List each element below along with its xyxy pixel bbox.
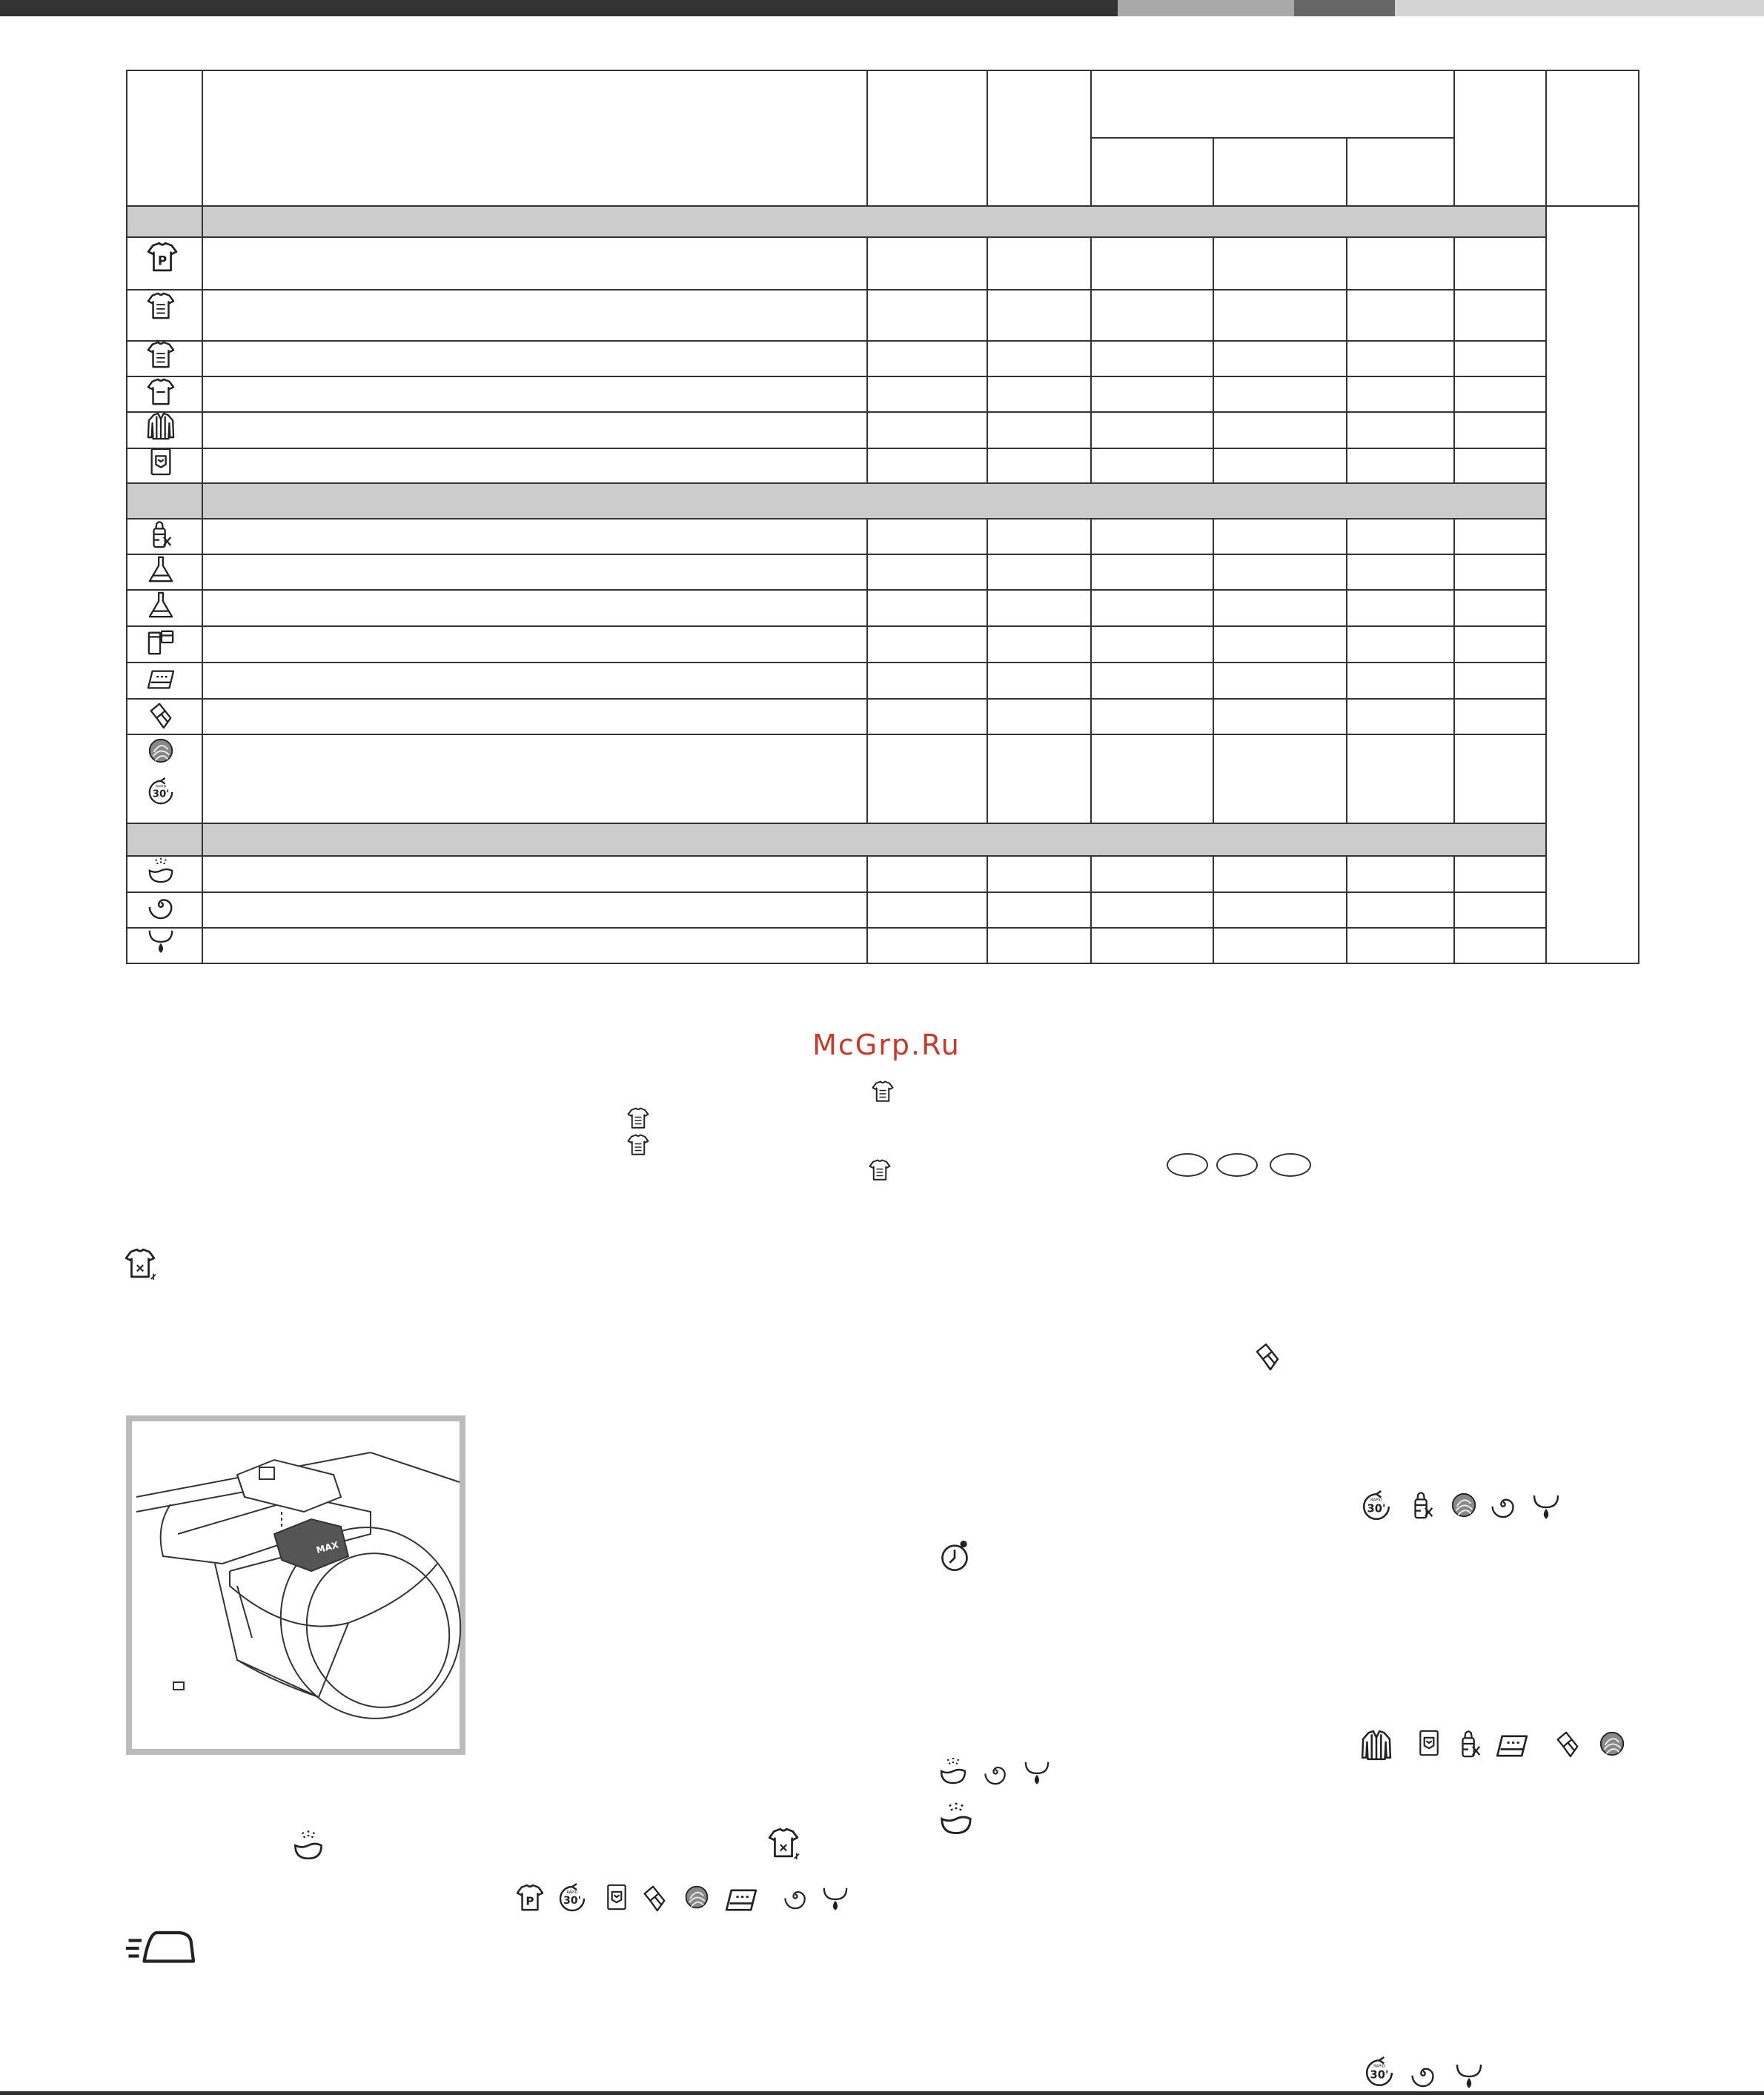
spin-icon [147, 891, 175, 919]
svg-text:P: P [157, 253, 168, 268]
jacket-icon [147, 412, 175, 440]
drain-icon [1531, 1491, 1561, 1521]
spin-icon [1410, 2060, 1436, 2087]
tshirt-lines-icon [627, 1134, 649, 1156]
tshirt-p-icon [516, 1884, 544, 1912]
indicator-oval [1270, 1153, 1311, 1177]
max-label: MAX [315, 1539, 340, 1556]
drain-icon [147, 926, 175, 954]
flask-icon [147, 556, 175, 584]
baby-bottle-icon [147, 520, 175, 548]
rapid-30-icon [1361, 1491, 1392, 1522]
rapid-30-icon [557, 1884, 587, 1913]
tshirt-lines-icon [869, 1159, 891, 1181]
wool-icon [1598, 1730, 1626, 1758]
tshirt-stain-icon [125, 1248, 156, 1279]
baby-bottle-icon [1408, 1491, 1436, 1519]
rinse-icon [938, 1799, 974, 1835]
delicates-icon [1554, 1730, 1582, 1758]
header-bar-segment-pale [1395, 0, 1764, 16]
rinse-icon [938, 1755, 968, 1784]
footer-line [0, 2091, 1764, 2095]
bedding-icon [725, 1884, 757, 1916]
rinse-icon [147, 855, 175, 883]
wool-icon [683, 1884, 710, 1910]
towels-icon [147, 628, 175, 657]
header-bar-segment-dark [0, 0, 1118, 16]
timer-icon [938, 1540, 971, 1573]
drain-icon [1454, 2060, 1484, 2090]
jacket-icon [1361, 1730, 1392, 1761]
rapid-30-icon [1364, 2057, 1395, 2088]
watermark-text: McGrp.Ru [812, 1029, 961, 1061]
wool-icon [147, 737, 175, 765]
spin-icon [783, 1884, 808, 1909]
bedding-icon [1496, 1730, 1528, 1762]
detergent-drawer-illustration [126, 1415, 465, 1755]
flask-icon [147, 591, 175, 620]
spin-icon [1490, 1491, 1516, 1518]
baby-bottle-icon [1456, 1730, 1484, 1758]
table-grid [126, 70, 1639, 964]
header-color-bar [0, 0, 1764, 16]
tshirt-stain-icon [768, 1827, 799, 1859]
tshirt-lines-icon [872, 1080, 894, 1103]
svg-text:P: P [525, 1894, 534, 1908]
delicates-icon [1253, 1341, 1282, 1371]
header-bar-segment-light [1118, 0, 1294, 16]
tshirt-dash-icon [147, 378, 175, 406]
jeans-icon [603, 1884, 630, 1910]
tshirt-p-icon [147, 242, 178, 273]
programme-table [126, 70, 1639, 964]
header-bar-segment-mid [1294, 0, 1395, 16]
jeans-icon [1416, 1730, 1442, 1756]
rapid-30-icon [147, 778, 175, 806]
delicates-icon [147, 701, 175, 729]
indicator-oval [1216, 1153, 1258, 1177]
drain-icon [821, 1884, 849, 1912]
iron-icon [126, 1922, 199, 1974]
bedding-icon [147, 665, 175, 694]
drain-icon [1023, 1758, 1051, 1786]
spin-icon [983, 1759, 1008, 1784]
rinse-icon [292, 1827, 325, 1860]
wool-icon [1450, 1491, 1478, 1519]
tshirt-lines-icon [627, 1107, 649, 1129]
tshirt-lines-icon [147, 341, 175, 369]
delicates-icon [640, 1884, 669, 1912]
indicator-oval [1167, 1153, 1208, 1177]
tshirt-lines-icon [147, 292, 175, 320]
jeans-icon [147, 448, 175, 476]
